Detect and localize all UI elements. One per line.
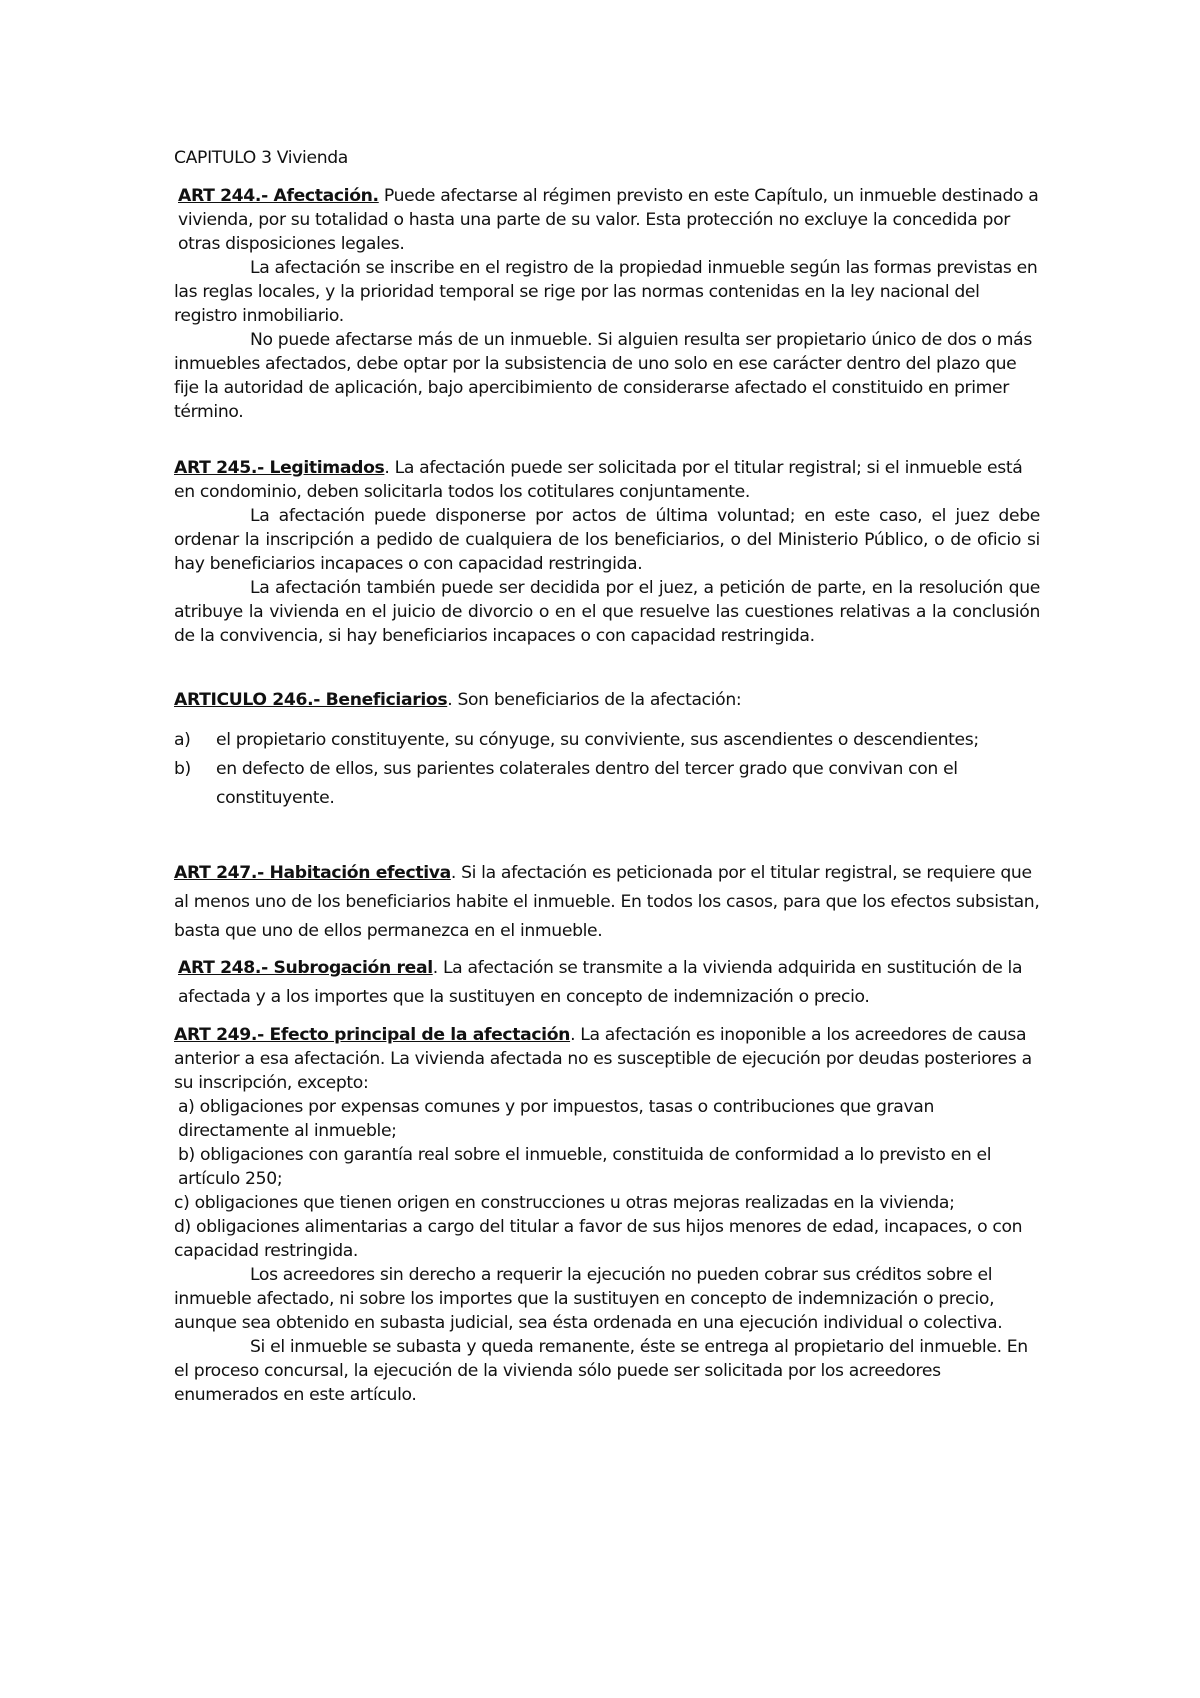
article-248-body: . La afectación se transmite a la vivienda adquirida en sustitución de la afectada y a los importes que la sustituyen en concepto de indemnización o precio. [178, 958, 1023, 1007]
article-244-intro [174, 184, 1040, 256]
article-246-intro [174, 688, 1040, 712]
list-item [174, 755, 1040, 813]
article-244-heading: ART 244.- Afectación. [178, 186, 379, 206]
article-245-paragraph-3: La afectación también puede ser decidida por el juez, a petición de parte, en la resolución que atribuye la vivienda en el juicio de divorcio o en el que resuelve las cuestiones relativas a la conclusión de la convivencia, si hay beneficiarios incapaces o con capacidad restringida. [174, 578, 1040, 646]
exception-item: c) obligaciones que tienen origen en construcciones u otras mejoras realizadas en la vivienda; [174, 1193, 955, 1213]
list-item-text: en defecto de ellos, sus parientes colaterales dentro del tercer grado que convivan con el constituyente. [216, 759, 958, 808]
list-item-text: el propietario constituyente, su cónyuge, su conviviente, sus ascendientes o descendientes; [216, 730, 979, 750]
exception-item: a) obligaciones por expensas comunes y por impuestos, tasas o contribuciones que gravan directamente al inmueble; [178, 1097, 935, 1141]
article-245-heading: ART 245.- Legitimados [174, 458, 385, 478]
article-245-intro [174, 456, 1040, 504]
list-marker: b) [174, 759, 191, 779]
document-page [174, 146, 1040, 1407]
exception-item: d) obligaciones alimentarias a cargo del titular a favor de sus hijos menores de edad, incapaces, o con capacidad restringida. [174, 1217, 1023, 1261]
article-246-body: . Son beneficiarios de la afectación: [447, 690, 742, 710]
article-249 [174, 1023, 1040, 1407]
article-246 [174, 688, 1040, 813]
beneficiaries-list [174, 726, 1040, 813]
article-248-heading: ART 248.- Subrogación real [178, 958, 433, 978]
article-245-paragraph-2: La afectación puede disponerse por actos de última voluntad; en este caso, el juez debe ordenar la inscripción a pedido de cualquiera de los beneficiarios, o del Ministerio Público, o de oficio si hay beneficiarios incapaces o con capacidad restringida. [174, 506, 1040, 574]
article-247-paragraph [174, 859, 1040, 946]
article-249-heading: ART 249.- Efecto principal de la afectación [174, 1025, 571, 1045]
exception-item: b) obligaciones con garantía real sobre el inmueble, constituida de conformidad a lo previsto en el artículo 250; [178, 1145, 992, 1189]
article-245 [174, 456, 1040, 648]
article-244-paragraph-2: La afectación se inscribe en el registro de la propiedad inmueble según las formas previstas en las reglas locales, y la prioridad temporal se rige por las normas contenidas en la ley nacional del registro inmobiliario. [174, 258, 1038, 326]
article-244 [174, 184, 1040, 424]
article-247 [174, 859, 1040, 946]
article-249-paragraph-3: Si el inmueble se subasta y queda remanente, éste se entrega al propietario del inmueble. En el proceso concursal, la ejecución de la vivienda sólo puede ser solicitada por los acreedores enumerados en este artículo. [174, 1337, 1028, 1405]
article-247-body: . Si la afectación es peticionada por el titular registral, se requiere que al menos uno de los beneficiarios habite el inmueble. En todos los casos, para que los efectos subsistan, basta que uno de ellos permanezca en el inmueble. [174, 863, 1040, 941]
article-247-heading: ART 247.- Habitación efectiva [174, 863, 451, 883]
article-244-body: Puede afectarse al régimen previsto en este Capítulo, un inmueble destinado a vivienda, por su totalidad o hasta una parte de su valor. Esta protección no excluye la concedida por otras disposiciones legales. [178, 186, 1039, 254]
list-item [174, 726, 1040, 755]
article-248 [174, 954, 1040, 1012]
list-marker: a) [174, 730, 191, 750]
article-246-heading: ARTICULO 246.- Beneficiarios [174, 690, 448, 710]
chapter-title: CAPITULO 3 Vivienda [174, 148, 348, 168]
article-249-body: . La afectación es inoponible a los acreedores de causa anterior a esa afectación. La vivienda afectada no es susceptible de ejecución por deudas posteriores a su inscripción, excepto: [174, 1025, 1032, 1093]
article-249-paragraph-2: Los acreedores sin derecho a requerir la ejecución no pueden cobrar sus créditos sobre el inmueble afectado, ni sobre los importes que la sustituyen en concepto de indemnización o precio, aunque sea obtenido en subasta judicial, sea ésta ordenada en una ejecución individual o colectiva. [174, 1265, 1003, 1333]
article-249-intro [174, 1023, 1040, 1095]
article-245-body: . La afectación puede ser solicitada por el titular registral; si el inmueble está en condominio, deben solicitarla todos los cotitulares conjuntamente. [174, 458, 1023, 502]
article-248-paragraph [178, 954, 1040, 1012]
article-244-paragraph-3: No puede afectarse más de un inmueble. Si alguien resulta ser propietario único de dos o más inmuebles afectados, debe optar por la subsistencia de uno solo en ese carácter dentro del plazo que fije la autoridad de aplicación, bajo apercibimiento de considerarse afectado el constituido en primer término. [174, 330, 1032, 422]
